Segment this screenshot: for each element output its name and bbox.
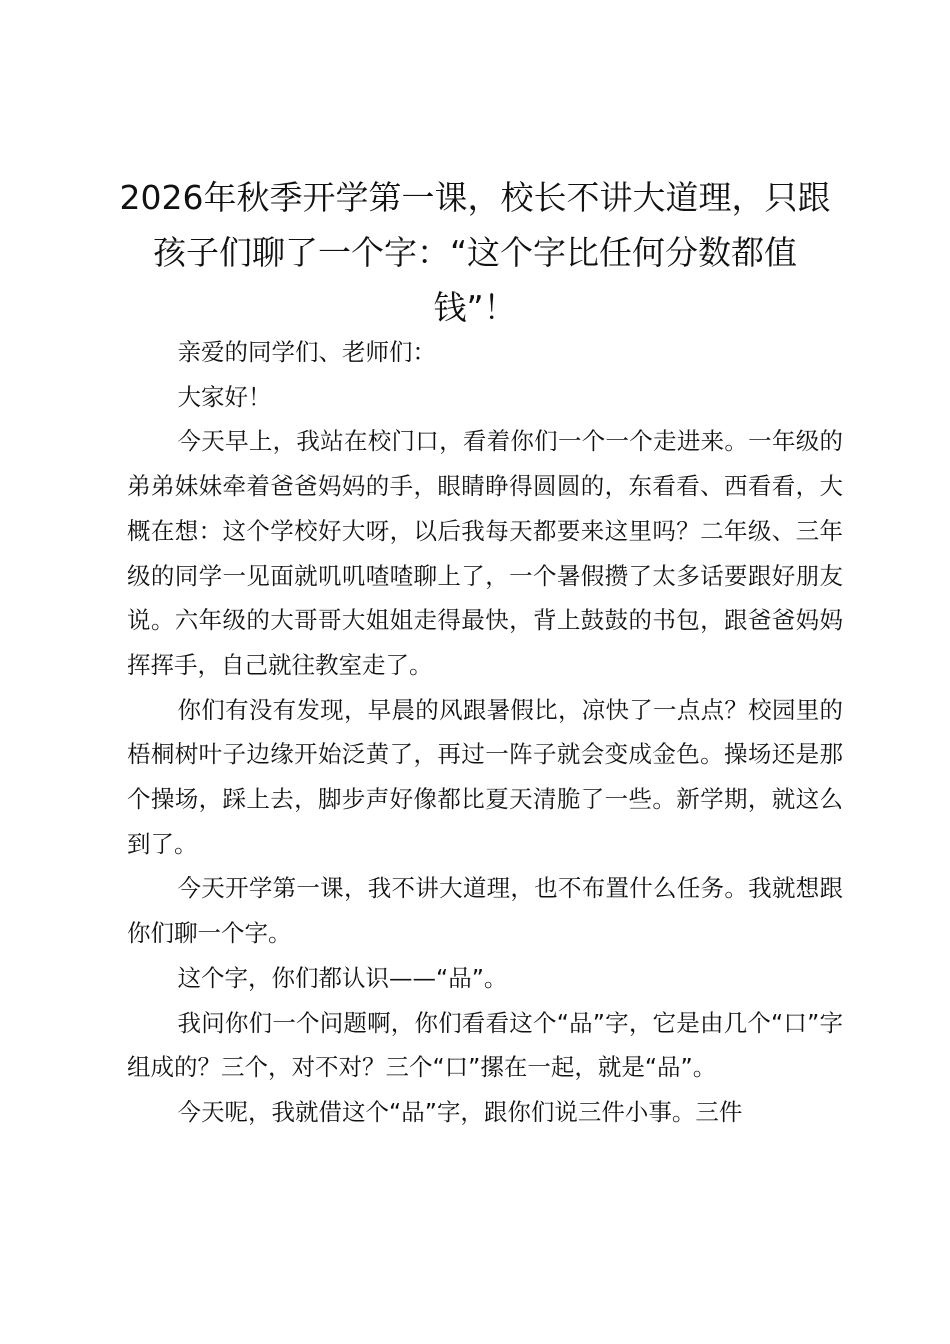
paragraph-first-lesson: 今天开学第一课，我不讲大道理，也不布置什么任务。我就想跟你们聊一个字。 xyxy=(127,874,843,948)
document-body xyxy=(127,330,843,1135)
paragraph-three-things: 今天呢，我就借这个“品”字，跟你们说三件小事。三件 xyxy=(177,1097,743,1126)
paragraph-morning: 今天早上，我站在校门口，看着你们一个一个走进来。一年级的弟弟妹妹牵着爸爸妈妈的手，眼睛睁得圆圆的，东看看、西看看，大概在想：这个学校好大呀，以后我每天都要来这里吗？二年级、三年级的同学一见面就叽叽喳喳聊上了，一个暑假攒了太多话要跟好朋友说。六年级的大哥哥大姐姐走得最快，背上鼓鼓的书包，跟爸爸妈妈挥挥手，自己就往教室走了。 xyxy=(127,427,843,679)
paragraph-character: 这个字，你们都认识——“品”。 xyxy=(177,963,508,992)
document-title: 2026年秋季开学第一课，校长不讲大道理，只跟孩子们聊了一个字：“这个字比任何分数都值钱”！ xyxy=(119,178,831,327)
paragraph-hello: 大家好！ xyxy=(177,382,272,411)
paragraph-greeting: 亲爱的同学们、老师们： xyxy=(177,338,437,366)
paragraph-season: 你们有没有发现，早晨的风跟暑假比，凉快了一点点？校园里的梧桐树叶子边缘开始泛黄了，再过一阵子就会变成金色。操场还是那个操场，踩上去，脚步声好像都比夏天清脆了一些。新学期，就这么到了。 xyxy=(127,695,843,858)
paragraph-question: 我问你们一个问题啊，你们看看这个“品”字，它是由几个“口”字组成的？三个，对不对？三个“口”摞在一起，就是“品”。 xyxy=(127,1008,843,1082)
